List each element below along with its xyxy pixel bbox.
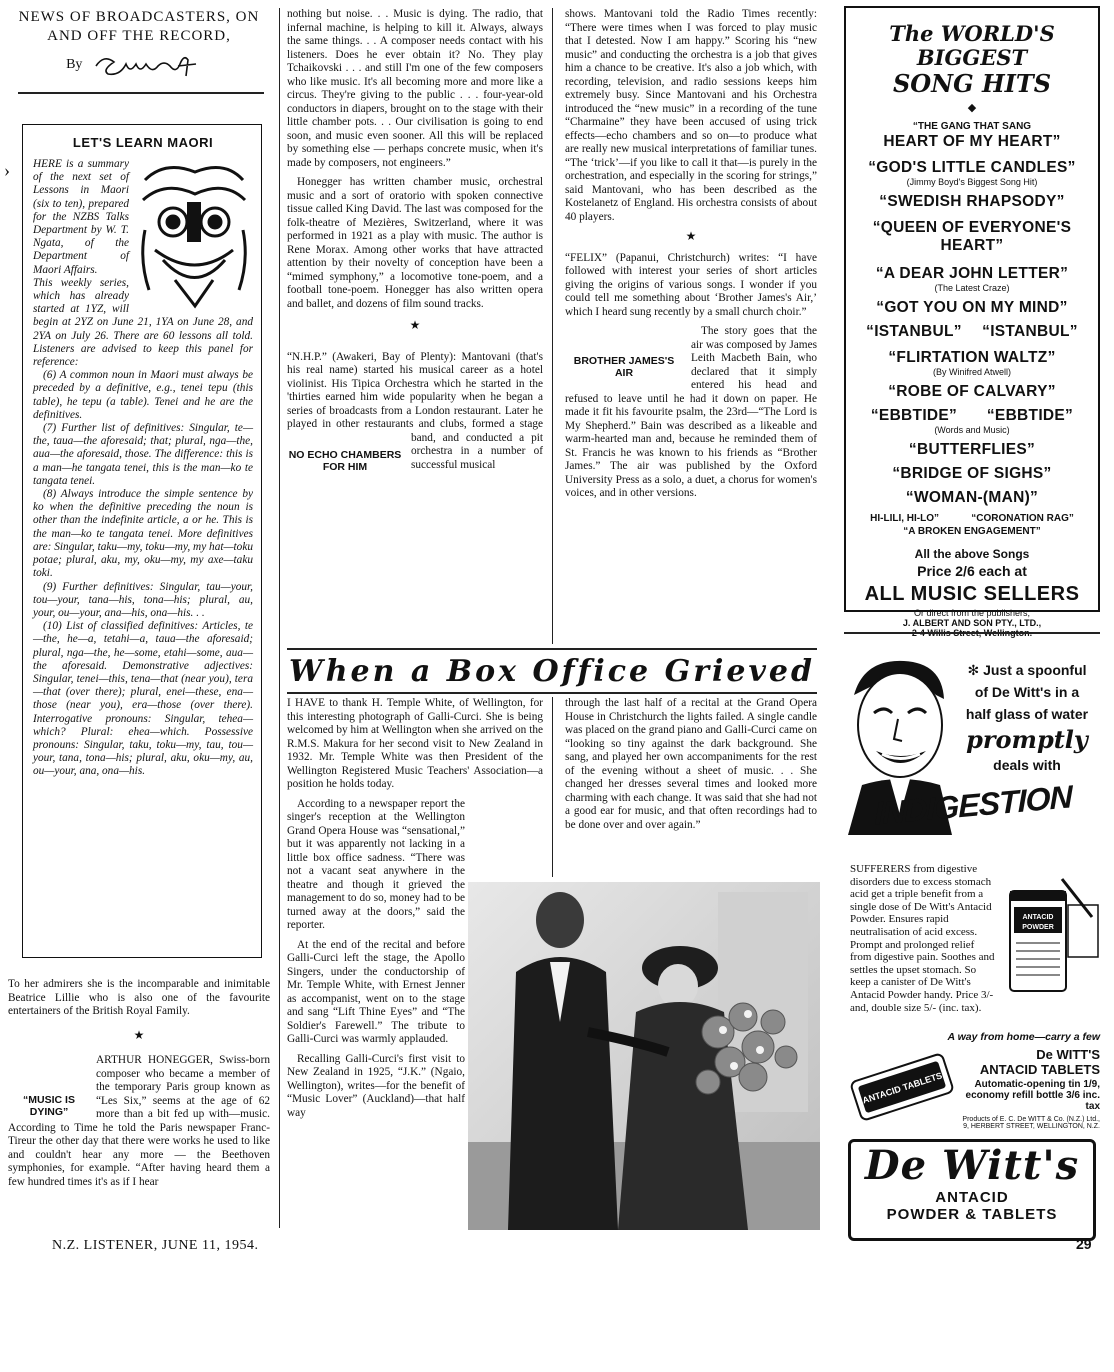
- footer-issue: N.Z. LISTENER, JUNE 11, 1954.: [52, 1238, 259, 1253]
- song-8: “FLIRTATION WALTZ”: [888, 349, 1056, 366]
- box-office-title: When a Box Office Grieved: [289, 654, 815, 689]
- song-10b: “EBBTIDE”: [986, 407, 1074, 424]
- song-5-note: (The Latest Craze): [934, 283, 1010, 293]
- star-divider: ★: [409, 318, 421, 332]
- direct-label: Or direct from the publishers,: [913, 608, 1031, 618]
- brother-james-subhead: BROTHER JAMES'S AIR: [573, 355, 675, 379]
- maori-intro: HERE is a summary of the next set of Lessons in Maori (six to ten), prepared for the NZBS Talks Department by W. T. Ngata, of the Department of Maori Affairs.: [33, 158, 129, 276]
- song-10: [846, 407, 1098, 425]
- song-14b: “CORONATION RAG”: [971, 513, 1074, 524]
- maori-lesson-8: (8) Always introduce the simple sentence by ko when the definitive preceding the noun is other than the indefinite article, a or he. This is the man—ko te tangata tenei. More definitives are: Singular, taku—my, toku—my, my hat—toku potae; plural, aku, my, oku—my, my axe—taku toki.: [33, 488, 253, 580]
- dewitts-advertisement: [844, 655, 1100, 1255]
- lillie-paragraph: To her admirers she is the incomparable and inimitable Beatrice Lillie who is also one of the favourite entertainers of the British Royal Family.: [8, 978, 270, 1017]
- song-2-note: (Jimmy Boyd's Biggest Song Hit): [906, 177, 1038, 187]
- no-echo-chambers-subhead: NO ECHO CHAMBERS FOR HIM: [288, 448, 402, 473]
- heading-rule: [18, 92, 264, 94]
- song-15: “A BROKEN ENGAGEMENT”: [903, 526, 1041, 537]
- box-office-p1-text: I HAVE to thank H. Temple White, of Wellington, for this interesting photograph of Galli-Curci. She is being welcomed by him at Wellington when she arrived on the R.M.S. Makura for her second visit to New Zealand in 1932. Mr. Temple White was then President of the Wellington Registered Music Teachers' Association—a position he holds today.: [287, 697, 543, 790]
- price-label: Price 2/6 each at: [917, 563, 1027, 579]
- box-office-p2: According to a newspaper report the singer's reception at the Wellington Grand Opera House was “sensational,” but it was apparently not lacking in a little box office sadness. “There was not a vacant seat anywhere in the theatre and though it grieved the management to do so, money had to be turned away at the doors,” said the reporter.: [287, 797, 465, 931]
- maori-lesson-10: (10) List of classified definitives: Articles, te—the, he—a, tetahi—a, taua—the aforesaid; plural, nga—the, he—some, etahi—some, aua—the aforesaid. Demonstrative adjectives: Singular, tenei—this, tena—that (near you), tera—that (over there); plural, enei—these, ena—those (near you), era—those (over there). Interrogative pronouns: Singular, tehea—which? Plural: ehea—which. Possessive pronouns: Singular, taku, toku—my, tau, tou—your, tana, tona—his; plural, aku, oku—my, au, ou—your, ana, ona—his.: [33, 620, 253, 778]
- song-ad-title-1: The WORLD'S BIGGEST: [889, 21, 1055, 70]
- maori-text: [33, 158, 253, 779]
- products-line-2: 9, HERBERT STREET, WELLINGTON, N.Z.: [963, 1123, 1100, 1130]
- maori-carving-image: [135, 160, 253, 310]
- song-7b: “ISTANBUL”: [982, 323, 1078, 340]
- box-office-p4: Recalling Galli-Curci's first visit to New Zealand in 1925, “J.K.” (Ngaio, Wellington), writes—for the benefit of “Music Lover” (Auckland)—that half way: [287, 1052, 465, 1119]
- svg-text:ANTACID: ANTACID: [1022, 914, 1054, 921]
- song-1a: “THE GANG THAT SANG: [912, 121, 1032, 132]
- spoonful-line-3: half glass of water: [965, 706, 1089, 722]
- spoonful-text: Just a spoonful: [983, 662, 1087, 678]
- box-office-p1: [287, 697, 543, 792]
- column-2: [287, 8, 543, 478]
- promptly-text: promptly: [966, 725, 1088, 754]
- antacid-tablets-tin: [848, 1049, 956, 1125]
- maori-panel-title: LET'S LEARN MAORI: [72, 135, 214, 150]
- publisher-line-1: J. ALBERT AND SON PTY., LTD.,: [902, 618, 1042, 628]
- broadcasters-heading: NEWS OF BROADCASTERS, ON AND OFF THE RECORD,: [18, 9, 260, 44]
- article-title-rule: [287, 692, 817, 694]
- music-is-dying-subhead: “MUSIC IS DYING”: [23, 1094, 75, 1118]
- honegger-works: Honegger has written chamber music, orchestral music and a sort of oratorio with spoken connective tissue called King David. The last was composed for the folk-theatre of Mezières, Switzerland, where it was performed in 1921 as a play with music. The author is Rene Morax. Among other works that have attracted attention by their novelty of conception have been a “mimed symphony,” a locomotive tone-poem, and a football tone-poem. Honegger has also written opera and ballet, and dozens of film sound tracks.: [287, 176, 543, 310]
- song-10-note: (Words and Music): [934, 425, 1010, 435]
- song-2: “GOD'S LITTLE CANDLES”: [868, 159, 1076, 176]
- song-7a: “ISTANBUL”: [866, 323, 962, 340]
- song-7: [846, 323, 1098, 341]
- lets-learn-maori-panel: [22, 124, 262, 958]
- song-11: “BUTTERFLIES”: [908, 441, 1036, 458]
- mantovani-paragraph: “N.H.P.” (Awakeri, Bay of Plenty): Mantovani (that's his real name) started his musical career as a hotel violinist. His Tipica Orchestra which he started in the 'thirties earned him wide popularity when he began a series of broadcasts from a London restaurant. Later he played in other restaurants and clubs, formed a stage band, and conducted a pit orchestra in a number of successful musical: [287, 350, 543, 471]
- maori-lesson-7: (7) Further list of definitives: Singular, te—the, taua—the aforesaid; that; plural, nga—the, aua—the aforesaid, those. The difference: this is a man—he tangata tenei, this is the man—ko te tangata tenei.: [33, 422, 253, 487]
- song-6: “GOT YOU ON MY MIND”: [876, 299, 1068, 316]
- song-3: “SWEDISH RHAPSODY”: [879, 193, 1065, 210]
- honegger-paragraph: ARTHUR HONEGGER, Swiss-born composer who became a member of the temporary Paris group known as “Les Six,” seems at the age of 62 more than a bit fed up with—music. According to Time he told the Paris newspaper Franc-Tireur the other day that there were works he used to like and couldn't hear any more — the Beethoven symphonies, for example. “After having heard them a few hundred times it's as if I hear: [8, 1054, 270, 1188]
- brother-james-paragraph: The story goes that the air was composed by James Leith Macbeth Bain, who declared that it simply entered his head and refused to leave until he had it down on paper. He made it fit his favourite psalm, the 23rd—“The Lord is My Shepherd.” Bain was described as a likeable and warm-hearted man and, because he reminded them of St. Francis he was known to his friends as “Brother James.” The air was published by the Oxford University Press as a solo, a duet, a chorus for women's voices, and in other versions.: [565, 325, 817, 499]
- tablets-price-2: economy refill bottle 3/6 inc. tax: [965, 1090, 1100, 1112]
- box-office-right-column: [565, 697, 817, 838]
- dewitt-body-text: SUFFERERS from digestive disorders due to excess stomach acid get a triple benefit from a single dose of De Witt's Antacid Powder. Ensures rapid neutralisation of acid excess. Prompt and prolonged relief from digestive pain. Soothes and settles the upset stomach. So keep a canister of De Witt's Antacid Powder handy. Price 3/- and, double size 5/- (inc. tax).: [850, 863, 995, 1014]
- star-divider: ★: [133, 1027, 145, 1042]
- box-office-right-p1: through the last half of a recital at the Grand Opera House in Christchurch the lights failed. A single candle was placed on the grand piano and Galli-Curci came on “looking so tiny against the dark background. She sang, and played her own accompaniments for the rest of the evening without a sheet of music. . . She changed her dresses several times and looked more charming with each change. It was said that she had not a good ear for music, and that often recordings had to be done over and over again.”: [565, 697, 817, 831]
- song-4a: “QUEEN OF EVERYONE'S: [872, 219, 1072, 236]
- tablets-price-1: Automatic-opening tin 1/9,: [974, 1079, 1100, 1090]
- ad-divider: [844, 632, 1100, 634]
- column-rule-2: [552, 8, 553, 644]
- song-9: “ROBE OF CALVARY”: [888, 383, 1056, 400]
- song-10a: “EBBTIDE”: [870, 407, 958, 424]
- article-column-rule: [552, 697, 553, 877]
- star-divider: ★: [685, 229, 697, 243]
- products-line-1: Products of E. C. De WITT & Co. (N.Z.) Ltd.,: [962, 1116, 1100, 1123]
- brand-antacid: ANTACID: [935, 1189, 1009, 1206]
- column-rule-1: [279, 8, 280, 1228]
- song-13: “WOMAN-(MAN)”: [905, 489, 1039, 506]
- maori-lesson-9: (9) Further definitives: Singular, tau—your, tou—your, tana—his, tona—his; plural, au, your, ou—your, ana—his, ona—his. . .: [33, 580, 253, 619]
- tablets-brand: De WITT'S: [1036, 1047, 1100, 1062]
- song-ad-title-2: SONG HITS: [892, 69, 1052, 98]
- away-from-home: A way from home—carry a few: [947, 1031, 1100, 1043]
- left-edge-mark: ›: [4, 160, 10, 180]
- tablets-name: ANTACID TABLETS: [979, 1062, 1100, 1077]
- dewitts-brand-box: [848, 1139, 1096, 1241]
- svg-text:ANTACID TABLETS: ANTACID TABLETS: [861, 1070, 944, 1106]
- antacid-powder-canister: [1000, 877, 1100, 995]
- song-12: “BRIDGE OF SIGHS”: [892, 465, 1052, 482]
- byline-label: By: [66, 57, 83, 73]
- brand-powder-tablets: POWDER & TABLETS: [886, 1206, 1058, 1223]
- asterisk-icon: ✻: [967, 662, 984, 678]
- all-music-sellers: ALL MUSIC SELLERS: [864, 583, 1080, 605]
- column-3: [565, 8, 817, 507]
- honegger-quote: nothing but noise. . . Music is dying. The radio, that infernal machine, is helping to kill it. Always, always the same things. . . A composer needs contact with his listeners. Does he ever obtain it? No. They play Tchaikovski . . . and still I'm one of the few composers who like music. It's all becoming more and more like a circus. They're giving to the public . . . four-year-old conductors in diapers, brought on to the stage with their little chamber pots. . . Our civilisation is going to end soon, and music even sooner. All this will be replaced by something else — perhaps concrete music, when it's made by composers, not engineers.”: [287, 8, 543, 169]
- song-5: “A DEAR JOHN LETTER”: [875, 265, 1069, 282]
- column-1-lower: [8, 978, 270, 1195]
- dewitts-logo-text: De Witt's: [864, 1142, 1080, 1189]
- box-office-p3: At the end of the recital and before Galli-Curci left the stage, the Apollo Singers, under the conductorship of Mr. Temple White, with Ernest Jenner as accompanist, went on to the stage and sang “Lift Thine Eyes” and “The Soldier's Farewell.” The tribute to Galli-Curci was warmly applauded.: [287, 938, 465, 1045]
- spoonful-line-1: [954, 659, 1100, 681]
- song-1b: HEART OF MY HEART”: [883, 133, 1061, 150]
- mantovani-continued: shows. Mantovani told the Radio Times recently: “There were times when I was forced to play music that I detested. Now I am happy.” Scoring his “new music” and conducting the orchestra is a job that gives him a chance to be creative. It's also a job which, with recording, television, and radio sessions keeps him extremely busy. Since Mantovani and his Orchestra introduced the “new music” in a recording of the tune “Charmaine” they have been accused of using trick effects—echo chambers and so on—to produce what are really new musical interpretations of familiar tunes. “The ‘trick’—if you like to call it that—is purely in the orchestration, and especially in the scoring for strings,” said Mantovani, who has been described as the Kostelanetz of England. His orchestra consists of about 40 players.: [565, 8, 817, 223]
- song-14a: HI-LILI, HI-LO”: [870, 513, 940, 524]
- page-number: 29: [1076, 1236, 1092, 1252]
- song-4b: HEART”: [940, 237, 1004, 254]
- song-14: [846, 513, 1098, 524]
- maori-lesson-6: (6) A common noun in Maori must always be preceded by a definitive, e.g., tenei tepu (this table), he tepu (a table). Tenei and he are the definitives.: [33, 369, 253, 421]
- svg-text:POWDER: POWDER: [1022, 924, 1054, 931]
- signature-swarf: [92, 52, 212, 78]
- spoonful-line-2: of De Witt's in a: [974, 684, 1080, 700]
- all-songs-label: All the above Songs: [914, 547, 1030, 561]
- indigestion-headline: INDIGESTION: [873, 778, 1073, 832]
- galli-curci-photograph: [468, 882, 820, 1230]
- song-hits-advertisement: [844, 6, 1100, 628]
- deals-with-text: deals with: [993, 757, 1061, 773]
- song-8-note: (By Winifred Atwell): [932, 367, 1012, 377]
- broadcasters-heading-block: [8, 8, 270, 78]
- diamond-icon: ◆: [967, 102, 977, 114]
- maori-series-info: This weekly series, which has already started at 1YZ, will begin at 2YZ on June 21, 1YA on June 28, and 2YA on July 26. There are 60 lessons all told. Listeners are advised to keep this panel for reference:: [33, 276, 253, 369]
- felix-letter: “FELIX” (Papanui, Christchurch) writes: “I have followed with interest your series of short articles giving the origins of various songs. I wonder if you could tell me something about ‘Brother James's Air,’ which I heard sung recently by a small church choir.”: [565, 251, 817, 318]
